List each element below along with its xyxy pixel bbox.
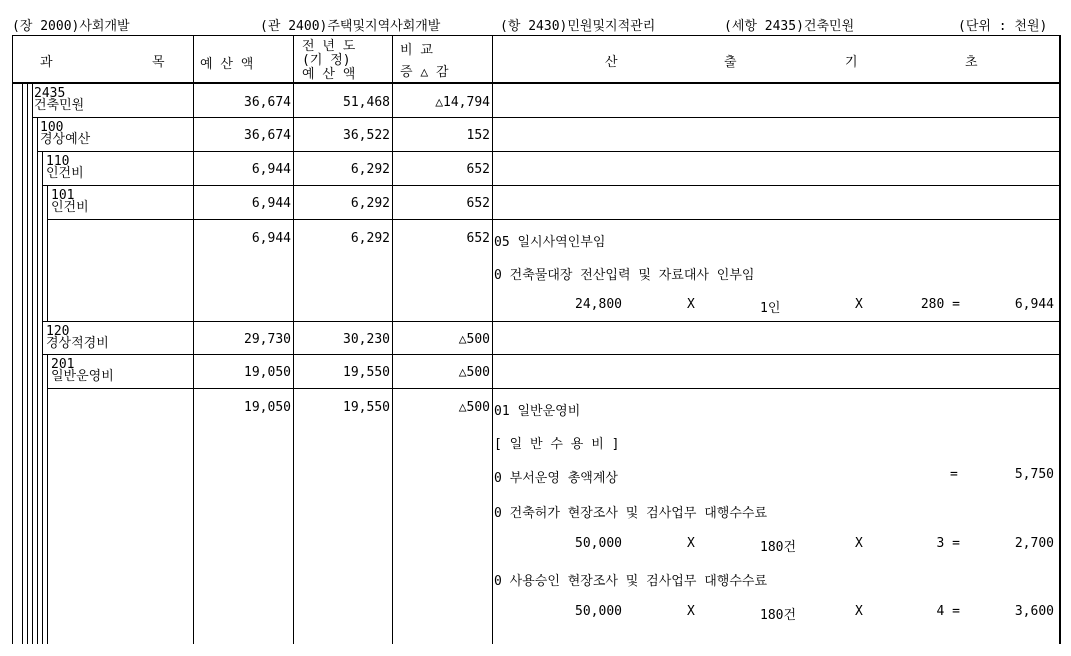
row-prev: 19,550 <box>343 400 390 415</box>
row-name: 경상적경비 <box>46 336 109 351</box>
header-basis-2: 출 <box>724 55 737 70</box>
row-budget: 19,050 <box>244 400 291 415</box>
calc-times: X <box>855 536 863 551</box>
calc-qty: 1인 <box>760 301 781 316</box>
row-code: 101 <box>51 188 75 203</box>
detail-item: 0 사용승인 현장조사 및 검사업무 대행수수료 <box>494 574 768 589</box>
calc-times: X <box>687 536 695 551</box>
row-code: 120 <box>46 324 70 339</box>
header-prev-line2: (기 정) <box>302 53 351 68</box>
header-basis-3: 기 <box>845 55 858 70</box>
row-name: 일반운영비 <box>51 369 114 384</box>
header-subject-left: 과 <box>40 55 53 70</box>
row-diff: △14,794 <box>435 95 490 110</box>
calc-count: 4 = <box>936 604 960 619</box>
row-diff: △500 <box>458 400 490 415</box>
row-code: 110 <box>46 154 70 169</box>
hang-label: (항 2430)민원및지적관리 <box>500 19 656 34</box>
detail-item: 0 부서운영 총액계상 <box>494 471 618 486</box>
row-budget: 19,050 <box>244 365 291 380</box>
row-budget: 6,944 <box>251 162 291 177</box>
calc-count: 3 = <box>936 536 960 551</box>
calc-qty: 180건 <box>760 608 797 623</box>
row-prev: 30,230 <box>343 332 390 347</box>
detail-item: 0 건축물대장 전산입력 및 자료대사 인부임 <box>494 268 755 283</box>
unit-label: (단위 : 천원) <box>958 19 1048 34</box>
calc-total: 6,944 <box>1014 297 1054 312</box>
header-basis-1: 산 <box>605 55 618 70</box>
row-budget: 36,674 <box>244 128 291 143</box>
row-diff: 652 <box>466 231 490 246</box>
row-diff: △500 <box>458 332 490 347</box>
row-name: 인건비 <box>51 200 89 215</box>
row-code: 100 <box>40 120 64 135</box>
calc-price: 50,000 <box>575 604 622 619</box>
row-budget: 6,944 <box>251 231 291 246</box>
calc-times: X <box>687 604 695 619</box>
detail-bracket: [ 일 반 수 용 비 ] <box>494 437 620 452</box>
row-code: 201 <box>51 357 75 372</box>
header-prev-line1: 전 년 도 <box>302 39 356 54</box>
detail-item: 0 건축허가 현장조사 및 검사업무 대행수수료 <box>494 506 768 521</box>
sehang-label: (세항 2435)건축민원 <box>724 19 855 34</box>
row-budget: 6,944 <box>251 196 291 211</box>
row-prev: 36,522 <box>343 128 390 143</box>
calc-qty: 180건 <box>760 540 797 555</box>
calc-price: 50,000 <box>575 536 622 551</box>
row-prev: 19,550 <box>343 365 390 380</box>
header-subject-right: 목 <box>152 55 165 70</box>
header-compare-line2: 증 △ 감 <box>400 65 449 80</box>
row-prev: 6,292 <box>350 231 390 246</box>
calc-times: X <box>855 297 863 312</box>
row-budget: 29,730 <box>244 332 291 347</box>
header-compare-line1: 비 교 <box>400 43 433 58</box>
row-prev: 6,292 <box>350 162 390 177</box>
detail-title: 01 일반운영비 <box>494 404 581 419</box>
calc-times: X <box>687 297 695 312</box>
header-basis-4: 초 <box>965 55 978 70</box>
header-budget: 예 산 액 <box>200 57 254 72</box>
gwan-label: (관 2400)주택및지역사회개발 <box>260 19 441 34</box>
row-prev: 51,468 <box>343 95 390 110</box>
row-name: 건축민원 <box>34 98 85 113</box>
row-budget: 36,674 <box>244 95 291 110</box>
header-prev-line3: 예 산 액 <box>302 67 356 82</box>
calc-days: 280 = <box>920 297 960 312</box>
row-name: 인건비 <box>46 166 84 181</box>
calc-total: 2,700 <box>1014 536 1054 551</box>
calc-total: 5,750 <box>1014 467 1054 482</box>
row-code: 2435 <box>34 86 66 101</box>
row-diff: 652 <box>466 196 490 211</box>
row-diff: △500 <box>458 365 490 380</box>
calc-price: 24,800 <box>575 297 622 312</box>
calc-times: X <box>855 604 863 619</box>
detail-title: 05 일시사역인부임 <box>494 235 606 250</box>
row-prev: 6,292 <box>350 196 390 211</box>
calc-equals: = <box>950 467 958 482</box>
jang-label: (장 2000)사회개발 <box>12 19 130 34</box>
calc-total: 3,600 <box>1014 604 1054 619</box>
row-diff: 652 <box>466 162 490 177</box>
row-diff: 152 <box>466 128 490 143</box>
row-name: 경상예산 <box>40 132 91 147</box>
